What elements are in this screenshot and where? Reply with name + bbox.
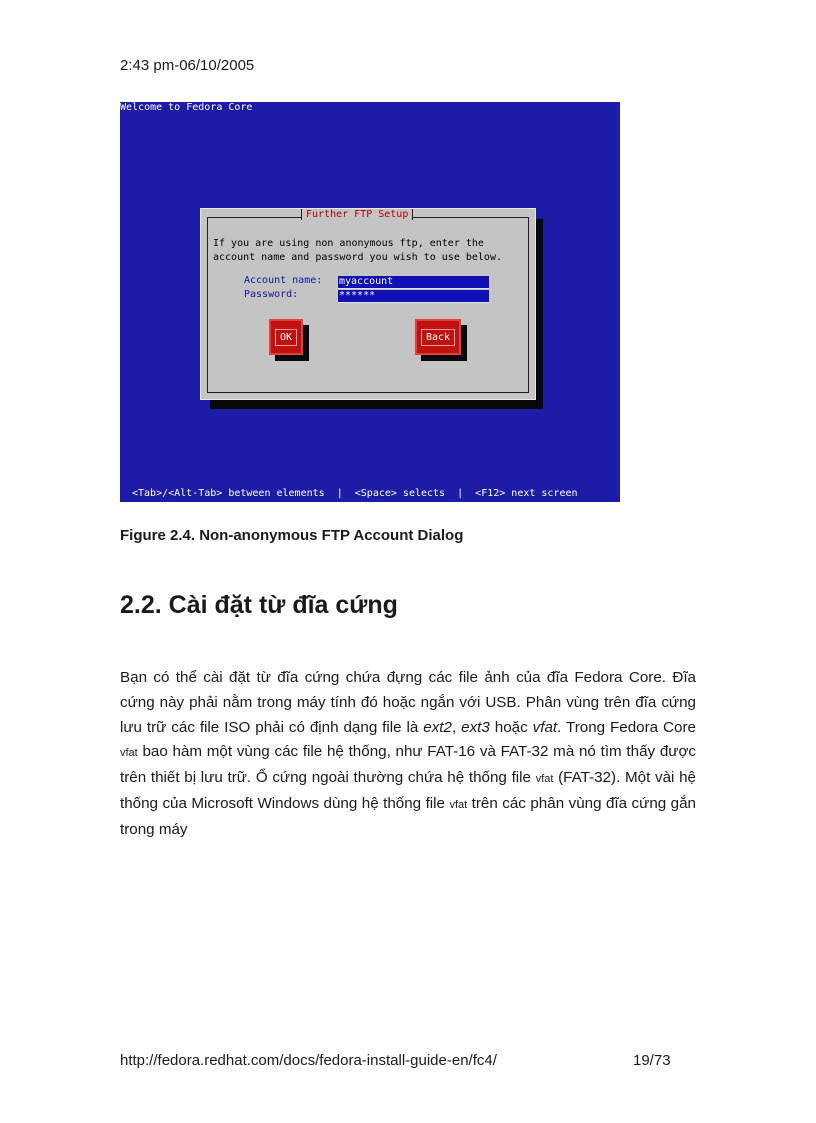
paragraph-text: hoặc bbox=[489, 718, 533, 736]
header-date: 2:43 pm-06/10/2005 bbox=[120, 57, 255, 74]
footer-url: http://fedora.redhat.com/docs/fedora-install-guide-en/fc4/ bbox=[120, 1052, 497, 1069]
paragraph-text: trên các phân vùng đĩa cứng gắn trong máy bbox=[120, 794, 697, 838]
page-number: 19/73 bbox=[633, 1052, 671, 1069]
ok-button-label: OK bbox=[275, 329, 297, 346]
section-title: 2.2. Cài đặt từ đĩa cứng bbox=[120, 591, 398, 619]
figure-caption: Figure 2.4. Non-anonymous FTP Account Dialog bbox=[120, 527, 464, 544]
dialog-message-line1: If you are using non anonymous ftp, enter the bbox=[213, 238, 484, 249]
fs-ext3: ext3 bbox=[461, 718, 490, 736]
dialog-title: Further FTP Setup bbox=[301, 209, 413, 220]
code-vfat: vfat bbox=[535, 773, 554, 786]
paragraph-text: Bạn có thể cài đặt từ đĩa cứng chứa đựng các file ảnh của đĩa Fedora Core. Đĩa cứng này phải nằm trong máy tính đó hoặc ngắn với USB. Phân vùng trên đĩa cứng lưu trữ các file ISO phải có định dạng file là bbox=[120, 669, 696, 736]
back-button[interactable] bbox=[415, 319, 461, 355]
back-button-label: Back bbox=[421, 329, 455, 346]
account-name-label: Account name: bbox=[244, 275, 323, 286]
ftp-setup-dialog bbox=[200, 208, 536, 400]
paragraph-text: . Trong Fedora Core bbox=[557, 718, 696, 736]
body-paragraph bbox=[120, 666, 696, 843]
code-vfat: vfat bbox=[449, 798, 468, 811]
dialog-message-line2: account name and password you wish to use below. bbox=[213, 252, 502, 263]
ok-button[interactable] bbox=[269, 319, 303, 355]
password-input[interactable]: ****** bbox=[338, 290, 489, 303]
password-label: Password: bbox=[244, 289, 299, 300]
dialog-message bbox=[213, 237, 523, 265]
installer-screenshot bbox=[120, 102, 620, 502]
fs-ext2: ext2 bbox=[423, 718, 452, 736]
code-vfat: vfat bbox=[120, 747, 138, 760]
fs-vfat: vfat bbox=[532, 718, 558, 736]
paragraph-text: (FAT-32). Một vài hệ thống của Microsoft Windows dùng hệ thống file bbox=[120, 769, 696, 812]
account-name-input[interactable]: myaccount bbox=[338, 276, 489, 289]
paragraph-text: , bbox=[451, 718, 462, 736]
status-bar: <Tab>/<Alt-Tab> between elements | <Space> selects | <F12> next screen bbox=[132, 488, 578, 499]
paragraph-text: bao hàm một vùng các file hệ thống, như FAT-16 và FAT-32 mà nó tìm thấy được trên thiết bị lưu trữ. Ổ cứng ngoài thường chứa hệ thống file bbox=[120, 743, 696, 787]
screen-title: Welcome to Fedora Core bbox=[120, 102, 253, 113]
